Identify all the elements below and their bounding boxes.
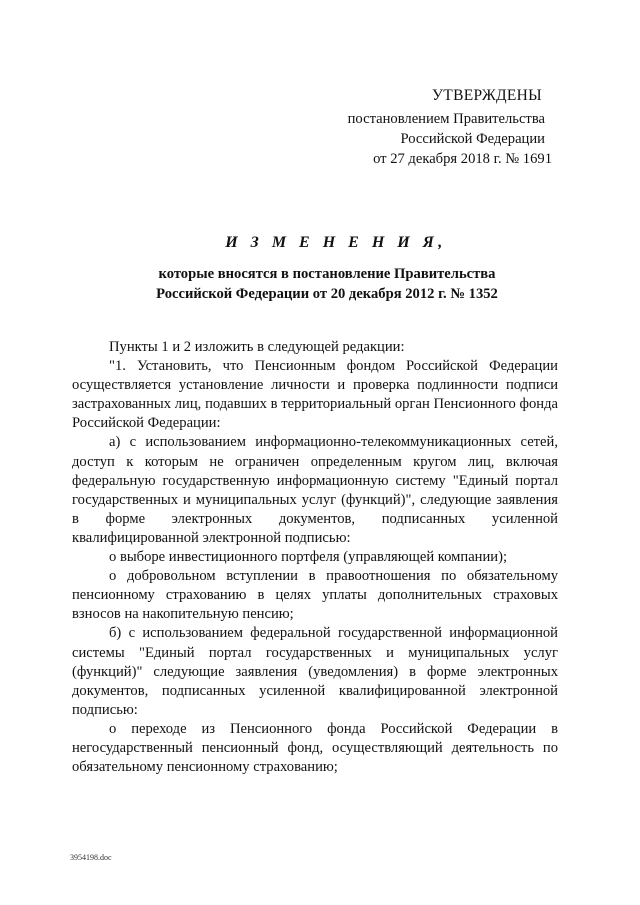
approval-line-3: от 27 декабря 2018 г. № 1691 [373, 151, 552, 167]
paragraph-voluntary: о добровольном вступлении в правоотношения по обязательному пенсионному страхованию в целях уплаты дополнительных страховых взносов на накопительную пенсию; [72, 568, 558, 623]
paragraph-item-1: "1. Установить, что Пенсионным фондом Российской Федерации осуществляется установление личности и проверка подлинности подписи застрахованных лиц, подавших в территориальный орган Пенсионного фонда Российской Федерации: [72, 358, 558, 432]
paragraph-intro: Пункты 1 и 2 изложить в следующей редакции: [109, 339, 405, 355]
heading-title: И З М Е Н Е Н И Я, [225, 234, 447, 251]
approval-line-1: постановлением Правительства [347, 111, 545, 127]
approval-line-2: Российской Федерации [400, 131, 545, 147]
paragraph-portfolio: о выборе инвестиционного портфеля (управляющей компании); [109, 549, 508, 566]
document-body [72, 338, 558, 777]
approval-title: УТВЕРЖДЕНЫ [432, 87, 542, 104]
paragraph-subitem-a: а) с использованием информационно-телекоммуникационных сетей, доступ к которым не ограничен определенным кругом лиц, включая федеральную государственную информационную систему "Единый портал государственных и муниципальных услуг (функций)", следующие заявления в форме электронных документов, подписанных усиленной квалифицированной электронной подписью: [72, 434, 558, 546]
footer-doc-id: 3954198.doc [70, 853, 112, 862]
heading-subtitle-line-1: которые вносятся в постановление Правительства [158, 266, 496, 282]
approval-block [312, 86, 552, 169]
paragraph-transfer: о переходе из Пенсионного фонда Российской Федерации в негосударственный пенсионный фонд, осуществляющий деятельность по обязательному пенсионному страхованию; [72, 720, 558, 776]
heading-subtitle-line-2: Российской Федерации от 20 декабря 2012 г. № 1352 [156, 286, 498, 302]
paragraph-subitem-b: б) с использованием федеральной государственной информационной системы "Единый портал государственных и муниципальных услуг (функций)" следующие заявления (уведомления) в форме электронных документов, подписанных усиленной квалифицированной электронной подписью: [72, 625, 558, 718]
document-heading [0, 232, 640, 304]
heading-subtitle [14, 264, 640, 304]
